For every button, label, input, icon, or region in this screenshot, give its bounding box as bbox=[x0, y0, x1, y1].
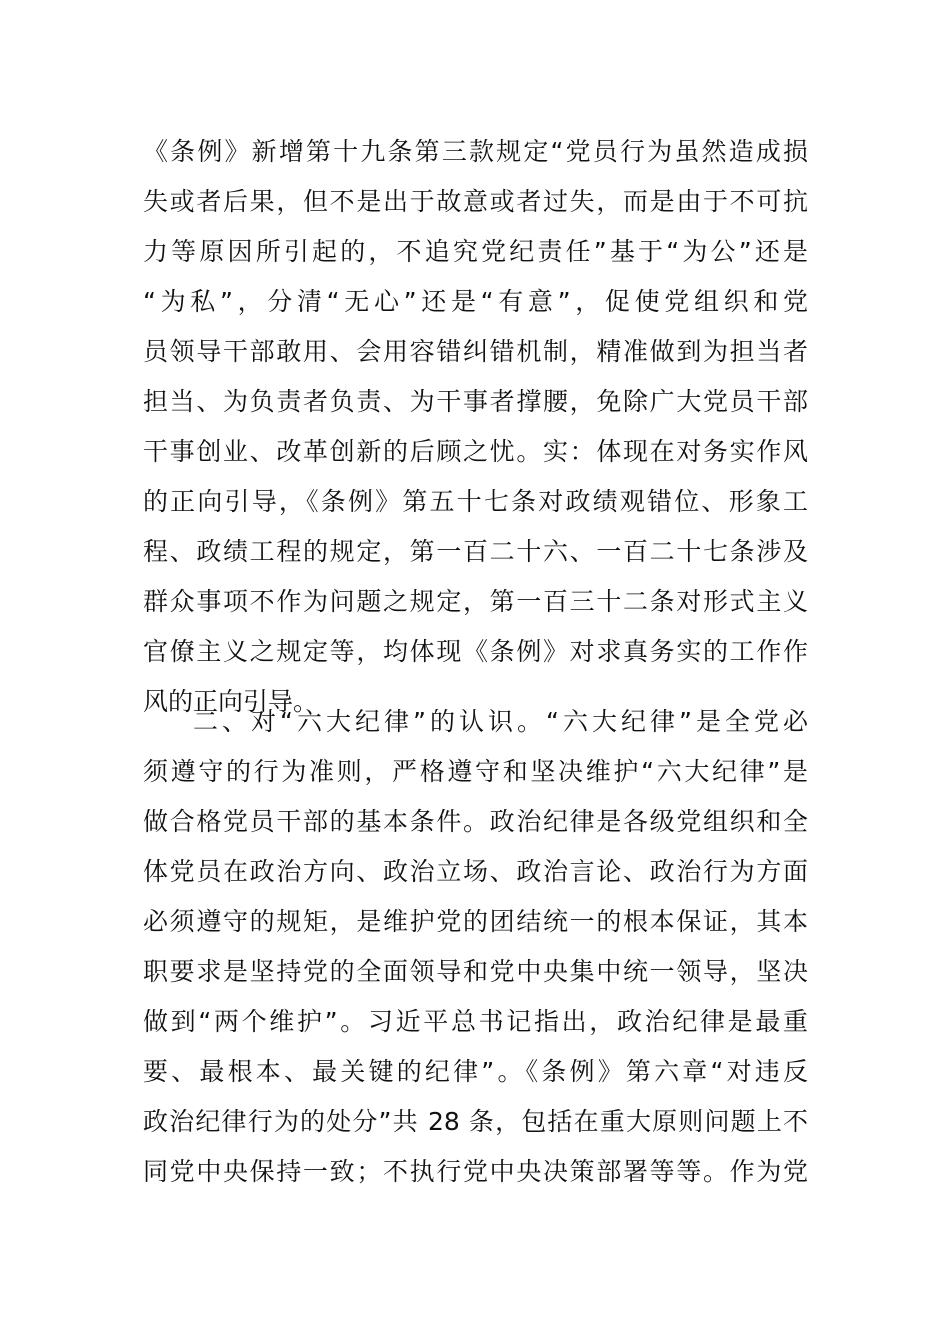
text-line: 必须遵守的规矩，是维护党的团结统一的根本保证，其本 bbox=[143, 907, 808, 936]
text-line: 干事创业、改革创新的后顾之忧。实：体现在对务实作风 bbox=[143, 437, 808, 466]
text-line: 同党中央保持一致；不执行党中央决策部署等等。作为党 bbox=[143, 1157, 808, 1186]
text-line: 职要求是坚持党的全面领导和党中央集中统一领导，坚决 bbox=[143, 957, 808, 986]
text-line: 做合格党员干部的基本条件。政治纪律是各级党组织和全 bbox=[143, 807, 808, 836]
section-heading-line: 二、对“六大纪律”的认识。“六大纪律”是全党必 bbox=[193, 707, 808, 736]
text-line: “为私”，分清“无心”还是“有意”，促使党组织和党 bbox=[143, 287, 808, 316]
text-line: 风的正向引导。 bbox=[143, 687, 319, 716]
text-line: 担当、为负责者负责、为干事者撑腰，免除广大党员干部 bbox=[143, 387, 808, 416]
paragraph-section-two bbox=[143, 697, 808, 1197]
text-line: 须遵守的行为准则，严格遵守和坚决维护“六大纪律”是 bbox=[143, 757, 808, 786]
text-line: 要、最根本、最关键的纪律”。《条例》第六章“对违反 bbox=[143, 1057, 808, 1086]
text-line: 官僚主义之规定等，均体现《条例》对求真务实的工作作 bbox=[143, 637, 808, 666]
text-line: 政治纪律行为的处分”共 28 条，包括在重大原则问题上不 bbox=[143, 1107, 808, 1136]
text-line: 失或者后果，但不是出于故意或者过失，而是由于不可抗 bbox=[143, 187, 808, 216]
text-line: 做到“两个维护”。习近平总书记指出，政治纪律是最重 bbox=[143, 1007, 808, 1036]
text-line: 程、政绩工程的规定，第一百二十六、一百二十七条涉及 bbox=[143, 537, 808, 566]
text-line: 群众事项不作为问题之规定，第一百三十二条对形式主义 bbox=[143, 587, 808, 616]
text-line: 的正向引导，《条例》第五十七条对政绩观错位、形象工 bbox=[143, 487, 808, 516]
text-line: 体党员在政治方向、政治立场、政治言论、政治行为方面 bbox=[143, 857, 808, 886]
text-line: 力等原因所引起的，不追究党纪责任”基于“为公”还是 bbox=[143, 237, 808, 266]
paragraph-continued bbox=[143, 127, 808, 727]
text-line: 员领导干部敢用、会用容错纠错机制，精准做到为担当者 bbox=[143, 337, 808, 366]
text-line: 《条例》新增第十九条第三款规定“党员行为虽然造成损 bbox=[143, 137, 808, 166]
